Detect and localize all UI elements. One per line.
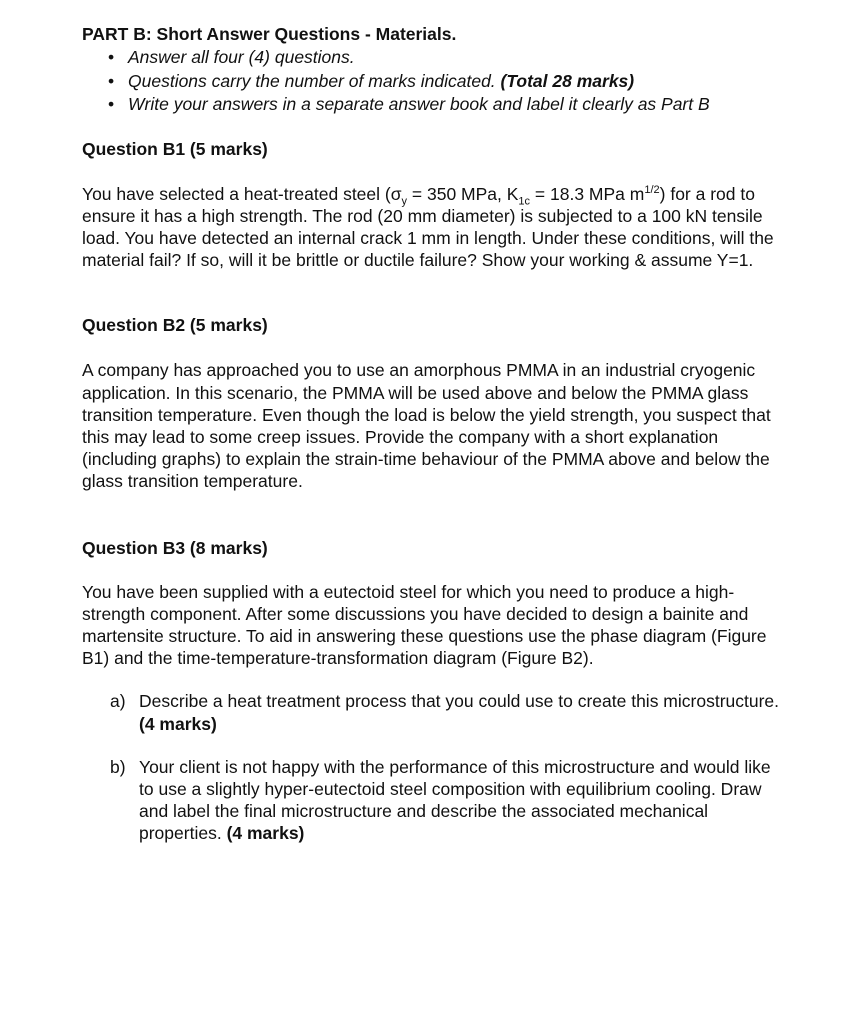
instruction-text: Questions carry the number of marks indicated. — [128, 70, 496, 91]
total-marks: (Total 28 marks) — [500, 70, 635, 91]
question-b1-title: Question B1 (5 marks) — [82, 138, 268, 159]
question-b3-title: Question B3 (8 marks) — [82, 537, 268, 558]
instruction-item — [108, 46, 782, 70]
instruction-text: Write your answers in a separate answer book and label it clearly as Part B — [128, 94, 710, 114]
part-marks: (4 marks) — [226, 823, 305, 844]
question-b3-part-b — [82, 756, 782, 845]
part-text: Your client is not happy with the performance of this microstructure and would like to use a slightly hyper-eutectoid steel composition with equilibrium cooling. Draw and label the final microstructure and describe the associated mechanical properties. — [139, 756, 771, 844]
part-text: Describe a heat treatment process that you could use to create this microstructure. — [139, 691, 780, 712]
part-label: a) — [110, 691, 126, 712]
instruction-item — [108, 70, 782, 94]
instructions-list — [82, 46, 782, 117]
exam-page — [82, 22, 782, 845]
question-b1-text: You have selected a heat-treated steel ($\sigma_y = 350$ MPa, $K_{1c} = 18.3$ MPa $m^{1/2}$) for a rod to ensure it has a high strength. The rod (20 mm diameter) is subjected to a 100 kN tensile load. You have detected an internal crack 1 mm in length. Under these conditions, will the material fail? If so, will it be brittle or ductile failure? Show your working & assume Y=1. — [82, 183, 774, 271]
question-b3-text: You have been supplied with a eutectoid steel for which you need to produce a high-strength component. After some discussions you have decided to design a bainite and martensite structure. To aid in answering these questions use the phase diagram (Figure B1) and the time-temperature-transformation diagram (Figure B2). — [82, 581, 767, 669]
part-label: b) — [110, 756, 126, 777]
bullet-icon: • — [108, 94, 115, 114]
part-marks: (4 marks) — [139, 713, 217, 734]
bullet-icon: • — [108, 70, 115, 91]
question-b3-part-a — [82, 690, 782, 734]
instruction-text: Answer all four (4) questions. — [128, 47, 355, 67]
question-b2-title: Question B2 (5 marks) — [82, 315, 268, 336]
question-b2-text: A company has approached you to use an amorphous PMMA in an industrial cryogenic application. In this scenario, the PMMA will be used above and below the PMMA glass transition temperature. Even though the load is below the yield strength, you suspect that this may lead to some creep issues. Provide the company with a short explanation (including graphs) to explain the strain-time behaviour of the PMMA above and below the glass transition temperature. — [82, 360, 771, 492]
instruction-item — [108, 93, 782, 117]
bullet-icon: • — [108, 47, 115, 67]
page-title: PART B: Short Answer Questions - Materials. — [82, 24, 457, 44]
